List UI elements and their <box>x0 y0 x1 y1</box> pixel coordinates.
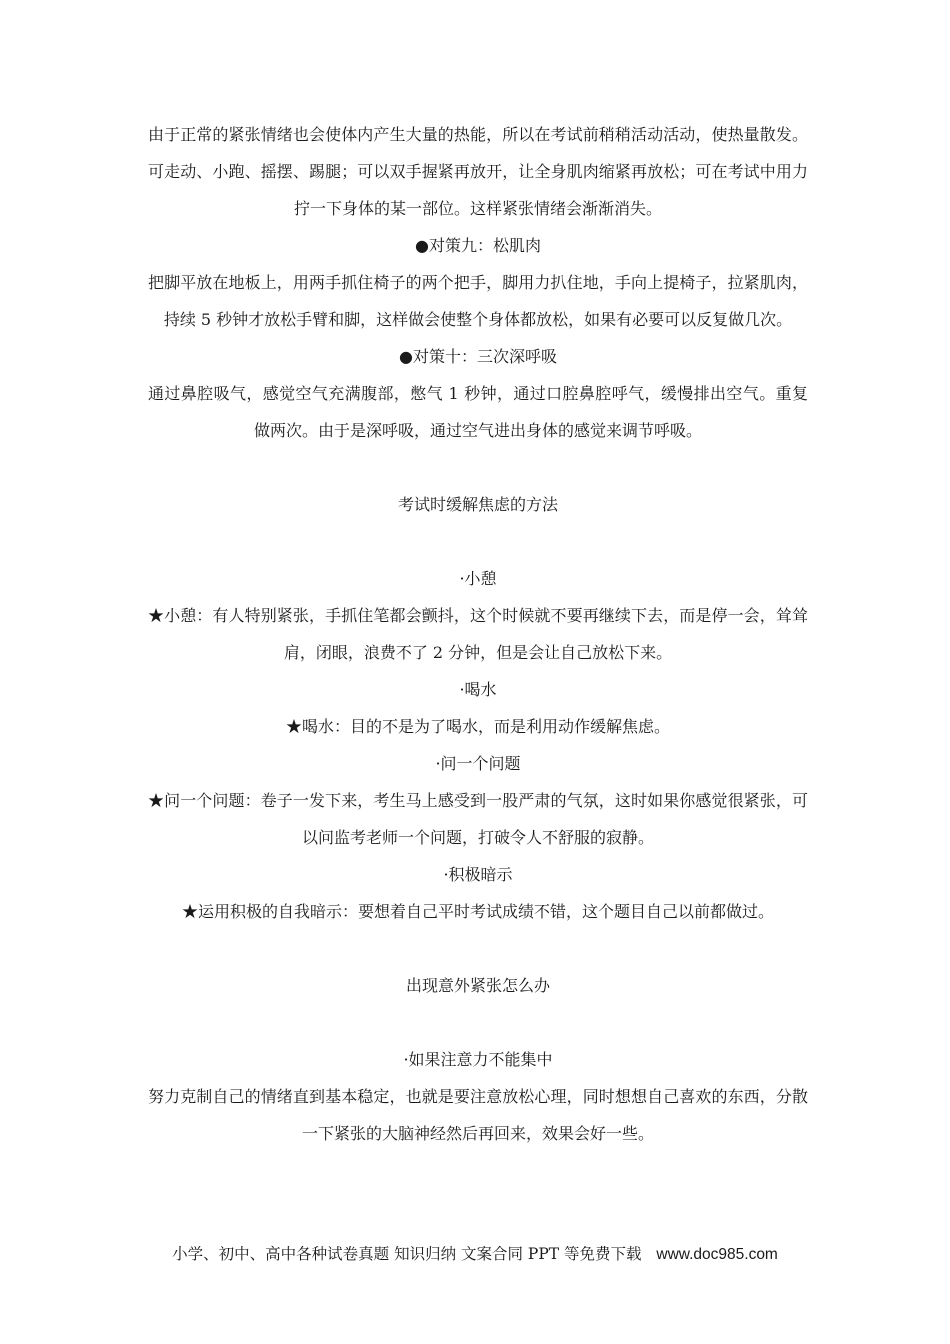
section-title-anxiety-relief: 考试时缓解焦虑的方法 <box>397 495 558 514</box>
subheading-rest: ·小憩 <box>459 569 497 588</box>
spacer <box>148 930 808 967</box>
spacer <box>148 1004 808 1041</box>
paragraph-ask-question: ★问一个问题：卷子一发下来，考生马上感受到一股严肃的气氛，这时如果你感觉很紧张，可以问监考老师一个问题，打破令人不舒服的寂静。 <box>148 791 808 847</box>
subheading-focus-loss: ·如果注意力不能集中 <box>403 1050 553 1069</box>
subheading-ask-question: ·问一个问题 <box>435 754 521 773</box>
page-footer <box>0 1243 950 1266</box>
spacer <box>148 449 808 486</box>
paragraph-drink-water: ★喝水：目的不是为了喝水，而是利用动作缓解焦虑。 <box>285 717 670 736</box>
subheading-positive-suggestion: ·积极暗示 <box>443 865 513 884</box>
paragraph-warmup: 由于正常的紧张情绪也会使体内产生大量的热能，所以在考试前稍稍活动活动，使热量散发。可走动、小跑、摇摆、踢腿；可以双手握紧再放开，让全身肌肉缩紧再放松；可在考试中用力拧一下身体的某一部位。这样紧张情绪会渐渐消失。 <box>148 125 808 218</box>
footer-url-link[interactable]: www.doc985.com <box>656 1246 778 1263</box>
section-title-unexpected-tension: 出现意外紧张怎么办 <box>405 976 550 995</box>
paragraph-deep-breath: 通过鼻腔吸气，感觉空气充满腹部，憋气 1 秒钟，通过口腔鼻腔呼气，缓慢排出空气。重复做两次。由于是深呼吸，通过空气进出身体的感觉来调节呼吸。 <box>148 384 808 440</box>
heading-strategy-9: ●对策九：松肌肉 <box>415 236 541 255</box>
heading-strategy-10: ●对策十：三次深呼吸 <box>399 347 557 366</box>
document-body <box>148 116 808 1152</box>
subheading-drink-water: ·喝水 <box>459 680 497 699</box>
spacer <box>148 523 808 560</box>
paragraph-focus-loss: 努力克制自己的情绪直到基本稳定，也就是要注意放松心理，同时想想自己喜欢的东西，分散一下紧张的大脑神经然后再回来，效果会好一些。 <box>148 1087 808 1143</box>
footer-text: 小学、初中、高中各种试卷真题 知识归纳 文案合同 PPT 等免费下载 <box>172 1245 642 1263</box>
paragraph-positive-suggestion: ★运用积极的自我暗示：要想着自己平时考试成绩不错，这个题目自己以前都做过。 <box>181 902 774 921</box>
paragraph-rest: ★小憩：有人特别紧张，手抓住笔都会颤抖，这个时候就不要再继续下去，而是停一会，耸耸肩，闭眼，浪费不了 2 分钟，但是会让自己放松下来。 <box>148 606 808 662</box>
paragraph-relax-muscles: 把脚平放在地板上，用两手抓住椅子的两个把手，脚用力扒住地，手向上提椅子，拉紧肌肉，持续 5 秒钟才放松手臂和脚，这样做会使整个身体都放松，如果有必要可以反复做几次。 <box>148 273 808 329</box>
